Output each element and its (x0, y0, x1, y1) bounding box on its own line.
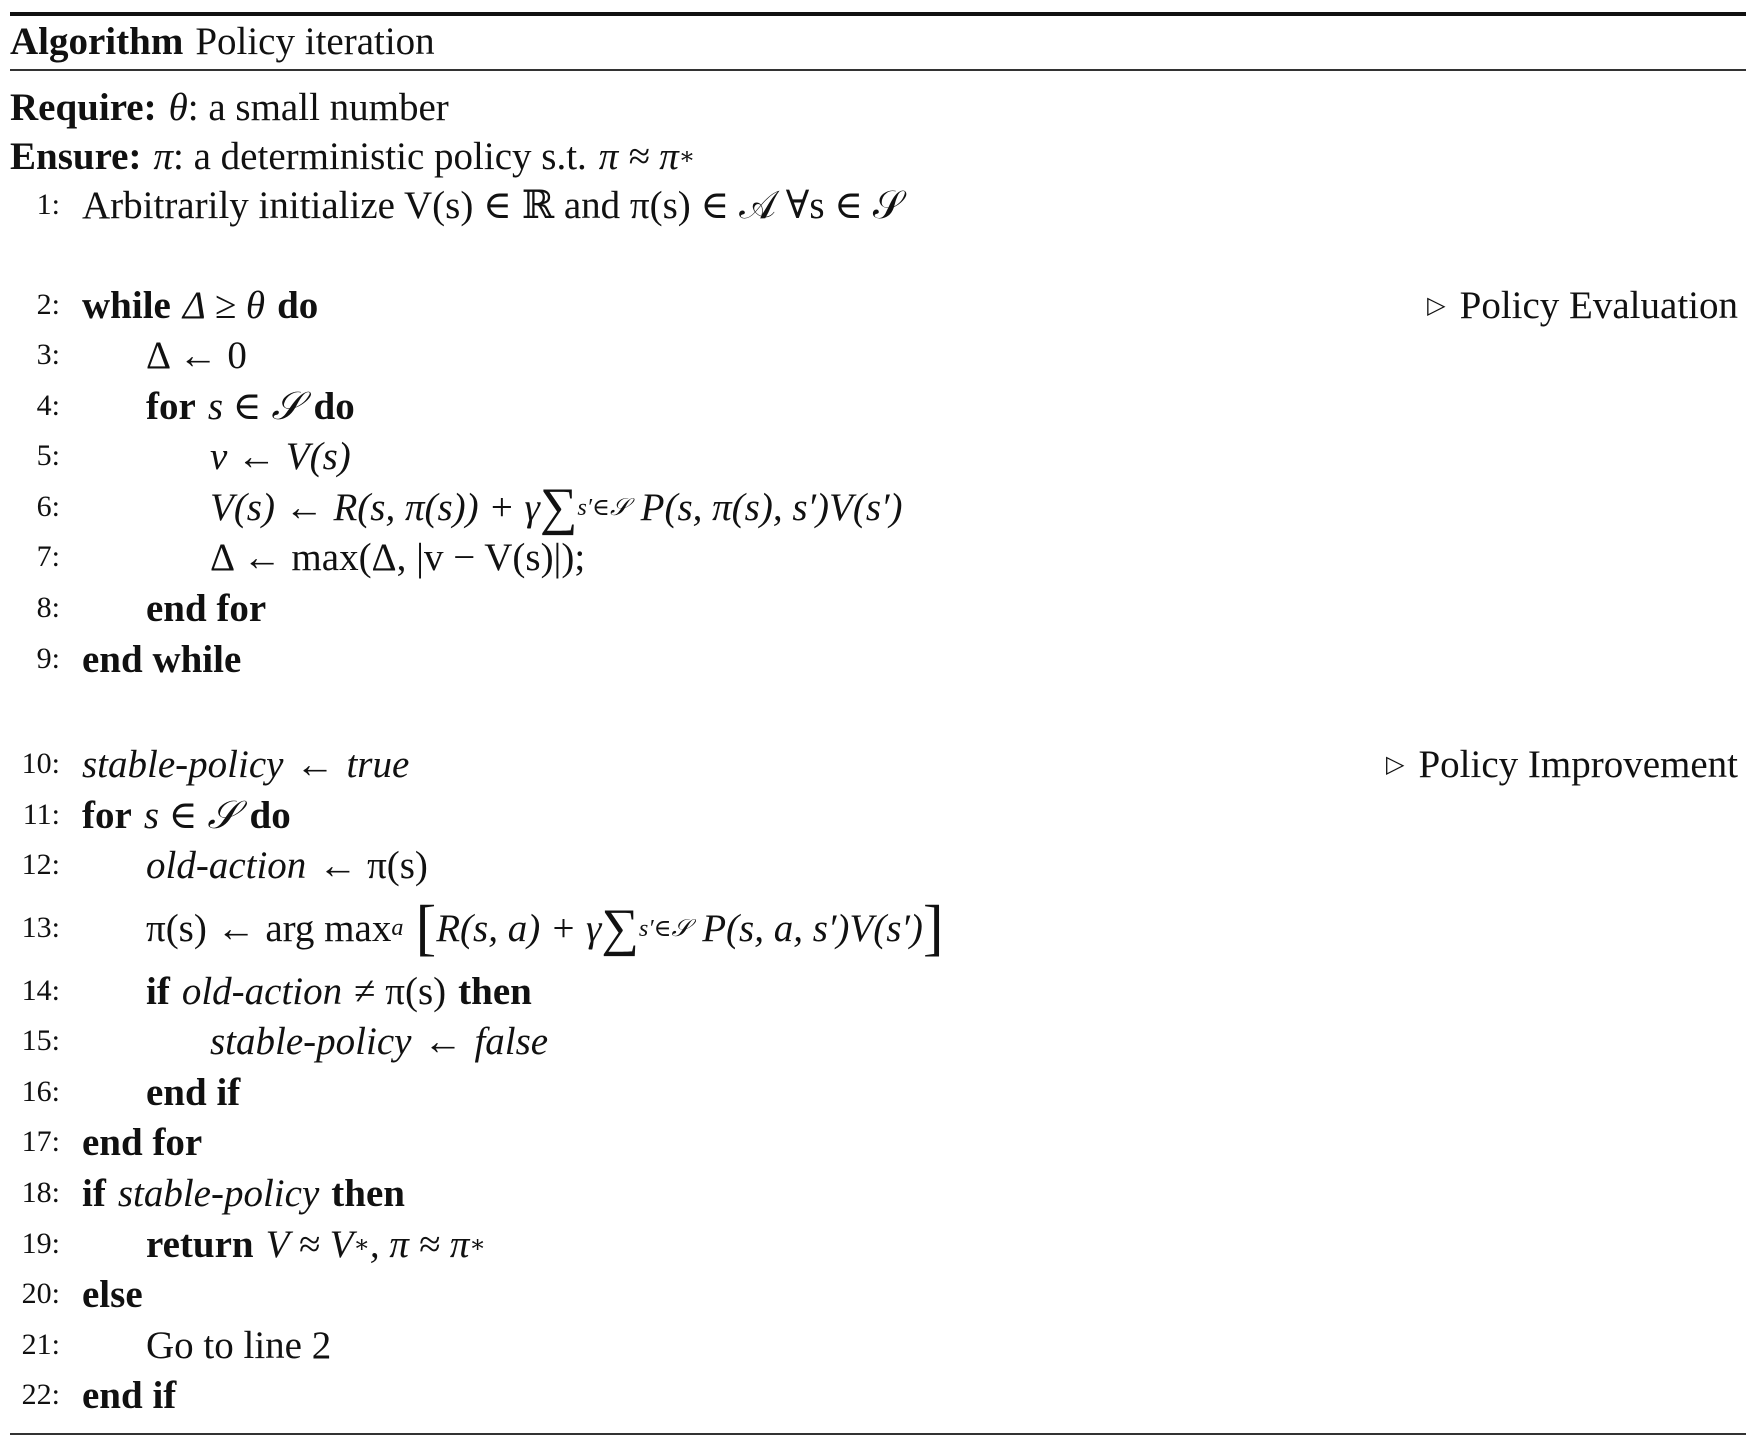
algo-line-14 (0, 966, 1750, 1016)
algo-line-11 (0, 790, 1750, 840)
line-expr: s ∈ 𝒮 (143, 793, 238, 837)
algo-line-21 (0, 1320, 1750, 1370)
line-expr-right: P(s, a, s′)V(s′) (702, 906, 923, 950)
line-text: Go to line 2 (146, 1323, 332, 1367)
line-number: 3: (36, 338, 60, 371)
ensure-line (0, 131, 1750, 181)
sum-subscript: s′∈𝒮 (638, 914, 691, 942)
sum-subscript: s′∈𝒮 (577, 493, 629, 521)
algo-line-19 (0, 1219, 1750, 1269)
comment-text: Policy Evaluation (1459, 283, 1738, 327)
line-expr-mid: R(s, a) + γ (436, 906, 602, 950)
value-false: false (474, 1019, 549, 1063)
sum-symbol: ∑ (601, 898, 639, 957)
comment-policy-evaluation (1427, 283, 1738, 328)
var-stable-policy: stable-policy (82, 742, 284, 786)
line-number: 5: (36, 439, 60, 472)
do-keyword: do (277, 283, 319, 327)
end-if-keyword: end if (82, 1373, 177, 1417)
open-bracket: [ (415, 893, 437, 963)
algo-line-18 (0, 1168, 1750, 1218)
algo-line-13 (0, 893, 1750, 963)
bottom-rule (10, 1433, 1746, 1435)
ensure-expr: π ≈ π (598, 134, 679, 178)
argmax-subscript: a (391, 914, 404, 941)
line-number: 20: (21, 1277, 60, 1310)
var-stable-policy: stable-policy (117, 1171, 320, 1215)
line-number: 1: (36, 188, 60, 221)
for-keyword: for (146, 384, 196, 428)
line-expr: v ← V(s) (210, 434, 351, 478)
algo-line-5 (0, 431, 1750, 481)
line-expr: ← π(s) (318, 843, 428, 887)
var-stable-policy: stable-policy (210, 1019, 412, 1063)
comment-triangle-icon: ▷ (1386, 751, 1405, 778)
sum-symbol: ∑ (539, 477, 578, 536)
algo-line-6 (0, 477, 1750, 536)
ensure-symbol: π (153, 134, 174, 178)
caption-keyword: Algorithm (10, 19, 184, 63)
algo-line-9 (0, 634, 1750, 684)
close-bracket: ] (922, 893, 944, 963)
algo-line-1 (0, 180, 1750, 230)
algo-line-3 (0, 330, 1750, 380)
line-number: 19: (21, 1227, 60, 1260)
line-number: 2: (36, 288, 60, 321)
ensure-text: : a deterministic policy s.t. (173, 134, 587, 178)
algo-line-10 (0, 739, 1750, 789)
line-expr: V ≈ V (265, 1222, 354, 1266)
algo-line-17 (0, 1117, 1750, 1167)
ensure-expr-sub: ∗ (678, 142, 696, 170)
line-number: 7: (36, 540, 60, 573)
expr-sub: ∗ (353, 1230, 370, 1258)
value-true: true (346, 742, 410, 786)
expr-sub-2: ∗ (469, 1230, 486, 1258)
algo-line-7 (0, 532, 1750, 582)
do-keyword: do (313, 384, 355, 428)
var-old-action: old-action (181, 969, 343, 1013)
then-keyword: then (331, 1171, 405, 1215)
line-number: 13: (21, 911, 60, 944)
line-expr-2: , π ≈ π (369, 1222, 470, 1266)
line-number: 12: (21, 848, 60, 881)
require-text: : a small number (187, 85, 449, 129)
while-keyword: while (82, 283, 171, 327)
line-number: 4: (36, 389, 60, 422)
caption-title: Policy iteration (195, 19, 435, 63)
line-expr: Δ ≥ θ (182, 283, 266, 327)
algo-line-15 (0, 1016, 1750, 1066)
algo-line-22 (0, 1370, 1750, 1420)
if-keyword: if (146, 969, 170, 1013)
line-number: 16: (21, 1075, 60, 1108)
line-number: 10: (21, 747, 60, 780)
line-number: 11: (22, 798, 60, 831)
algo-line-2 (0, 280, 1750, 330)
end-for-keyword: end for (82, 1120, 203, 1164)
comment-text: Policy Improvement (1418, 742, 1738, 786)
algorithm-caption (10, 14, 435, 68)
line-number: 6: (36, 490, 60, 523)
then-keyword: then (458, 969, 532, 1013)
line-number: 21: (21, 1328, 60, 1361)
else-keyword: else (82, 1272, 143, 1316)
algo-line-20 (0, 1269, 1750, 1319)
comment-policy-improvement (1386, 742, 1738, 787)
algo-line-12 (0, 840, 1750, 890)
end-while-keyword: end while (82, 637, 242, 681)
end-if-keyword: end if (146, 1070, 241, 1114)
line-expr: Δ ← 0 (146, 333, 247, 377)
require-keyword: Require: (10, 85, 157, 129)
line-expr-right: P(s, π(s), s′)V(s′) (640, 485, 903, 529)
ensure-keyword: Ensure: (10, 134, 142, 178)
if-keyword: if (82, 1171, 106, 1215)
line-number: 17: (21, 1125, 60, 1158)
line-number: 8: (36, 591, 60, 624)
line-number: 22: (21, 1378, 60, 1411)
assign-arrow: ← (423, 1019, 463, 1063)
line-number: 15: (21, 1024, 60, 1057)
line-number: 9: (36, 642, 60, 675)
line-expr: s ∈ 𝒮 (207, 384, 302, 428)
algo-line-16 (0, 1067, 1750, 1117)
comment-triangle-icon: ▷ (1427, 292, 1446, 319)
require-symbol: θ (168, 85, 188, 129)
line-expr-left: V(s) ← R(s, π(s)) + γ (210, 485, 540, 529)
line-text: Arbitrarily initialize V(s) ∈ ℝ and π(s) ∈ 𝒜 ∀s ∈ 𝒮 (82, 183, 904, 227)
algo-line-4 (0, 381, 1750, 431)
caption-rule (10, 69, 1746, 71)
algo-line-8 (0, 583, 1750, 633)
line-number: 14: (21, 974, 60, 1007)
line-expr-left: π(s) ← arg max (146, 906, 392, 950)
for-keyword: for (82, 793, 132, 837)
line-number: 18: (21, 1176, 60, 1209)
end-for-keyword: end for (146, 586, 267, 630)
assign-arrow: ← (295, 742, 335, 786)
require-line (0, 82, 1750, 132)
do-keyword: do (249, 793, 291, 837)
line-expr: ≠ π(s) (354, 969, 447, 1013)
line-expr: Δ ← max(Δ, |v − V(s)|); (210, 535, 586, 579)
return-keyword: return (146, 1222, 254, 1266)
var-old-action: old-action (146, 843, 307, 887)
